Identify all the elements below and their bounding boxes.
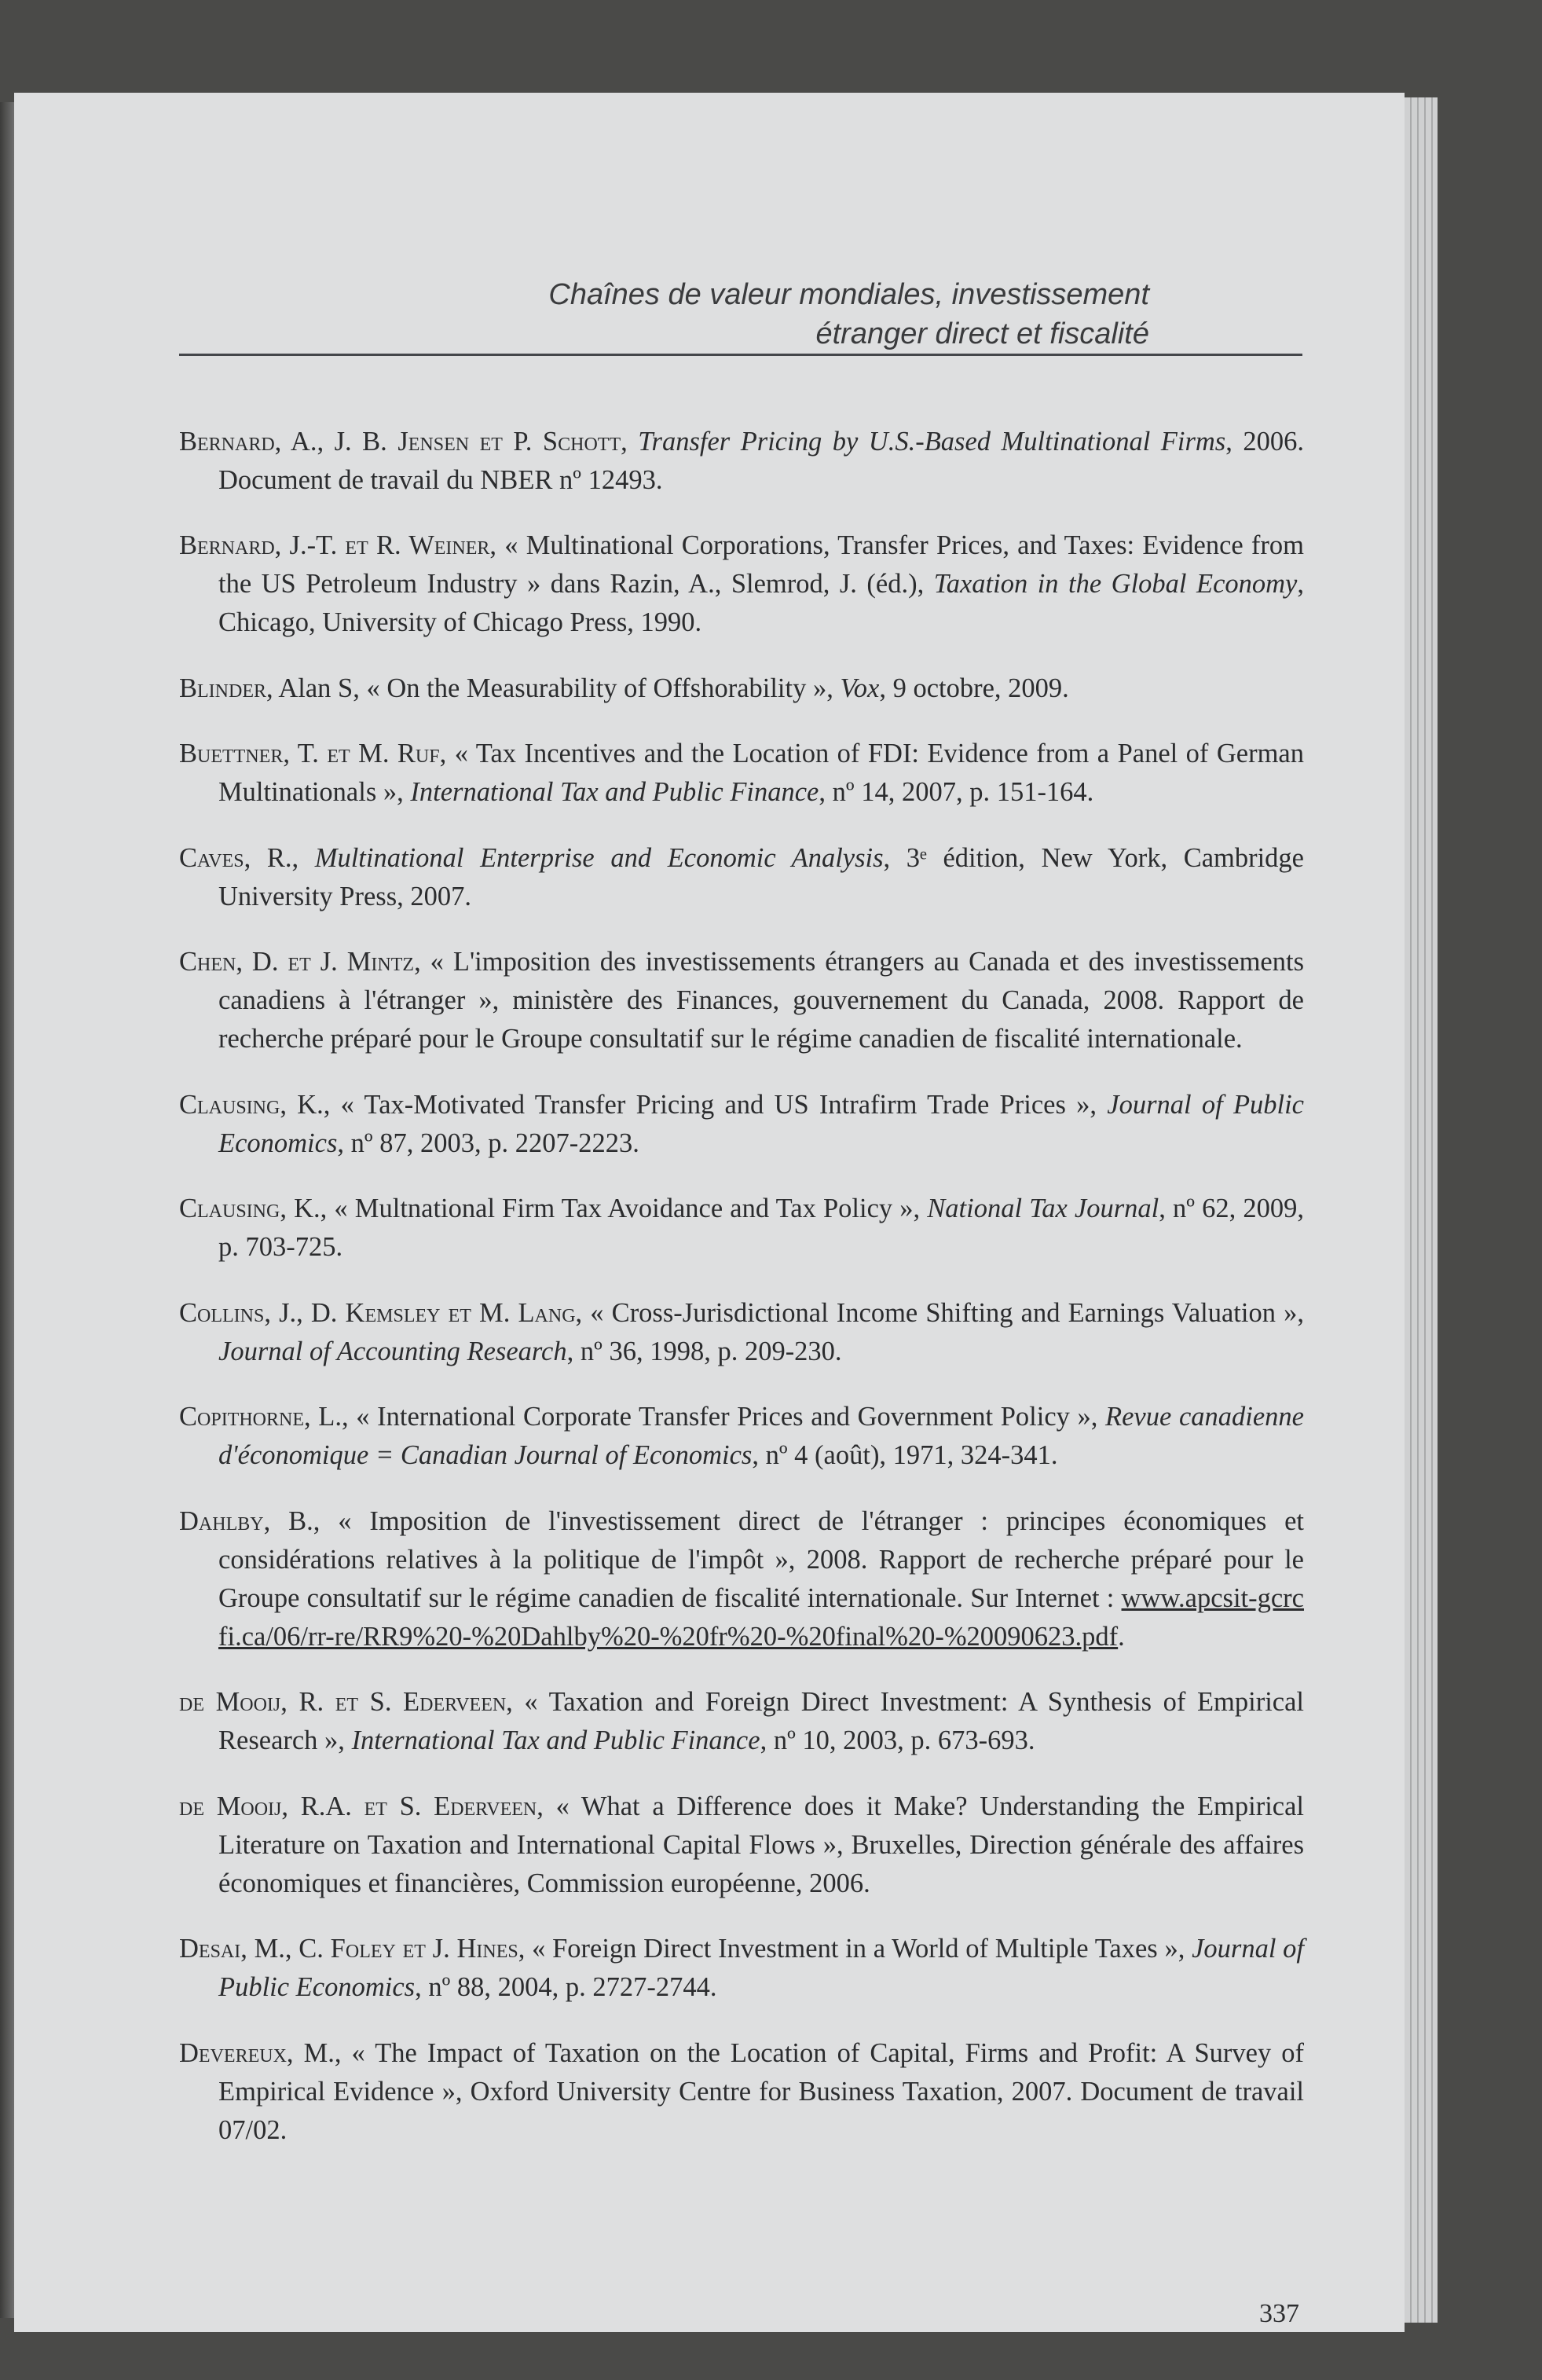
reference-entry: [179, 1502, 1304, 1656]
reference-text: Alan S, « On the Measurability of Offshorability »,: [273, 673, 841, 703]
reference-entry: [179, 1683, 1304, 1760]
reference-entry: [179, 1190, 1304, 1267]
reference-details: , nº 4 (août), 1971, 324-341.: [752, 1440, 1058, 1470]
reference-text: « Foreign Direct Investment in a World of Multiple Taxes »,: [525, 1934, 1192, 1964]
reference-authors: Copithorne, L.,: [179, 1402, 349, 1432]
reference-text: « Cross-Jurisdictional Income Shifting and Earnings Valuation »,: [582, 1297, 1304, 1328]
reference-authors: Dahlby, B.,: [179, 1505, 320, 1536]
reference-authors: Bernard, A., J. B. Jensen et P. Schott,: [179, 426, 628, 457]
reference-entry: [179, 669, 1304, 708]
reference-title: Revue canadienne d'économique = Canadian Journal of Economics: [218, 1402, 1304, 1470]
reference-text: [299, 843, 315, 873]
reference-details: , nº 36, 1998, p. 209-230.: [566, 1336, 842, 1366]
reference-text: « Imposition de l'investissement direct de l'étranger : principes économiques et considérations relatives à la politique de l'impôt », 2008. Rapport de recherche préparé pour le Groupe consultatif sur le régime canadien de fiscalité internationale. Sur Internet :: [218, 1505, 1305, 1613]
reference-title: International Tax and Public Finance: [410, 777, 819, 807]
running-header-line-1: Chaînes de valeur mondiales, investissement: [548, 278, 1149, 311]
reference-entry: [179, 526, 1304, 642]
reference-details: , 2006. Document de travail du NBER nº 12493.: [218, 426, 1304, 495]
reference-authors: Caves, R.,: [179, 842, 299, 873]
header-rule: [179, 354, 1302, 356]
reference-details: , nº 10, 2003, p. 673-693.: [760, 1725, 1035, 1755]
reference-authors: Collins, J., D. Kemsley et M. Lang,: [179, 1297, 583, 1328]
reference-details: , nº 14, 2007, p. 151-164.: [819, 777, 1094, 807]
reference-authors: Clausing, K.,: [179, 1089, 331, 1120]
reference-title: International Tax and Public Finance: [351, 1725, 760, 1755]
page-number: 337: [1259, 2299, 1299, 2328]
reference-authors: Chen, D. et J. Mintz,: [179, 947, 421, 977]
reference-authors: Devereux, M.,: [179, 2037, 342, 2068]
reference-title: Multinational Enterprise and Economic Analysis: [314, 842, 884, 873]
reference-text: « L'imposition des investissements étrangers au Canada et des investissements canadiens à l'étranger », ministère des Finances, gouvernement du Canada, 2008. Rapport de recherche préparé pour le Groupe consultatif sur le régime canadien de fiscalité internationale.: [218, 947, 1304, 1054]
reference-title: Journal of Accounting Research: [218, 1336, 567, 1366]
reference-entry: [179, 735, 1304, 812]
reference-url-link[interactable]: www.apcsit-gcrcfi.ca/06/rr-re/RR9%20-%20Dahlby%20-%20fr%20-%20final%20-%20090623.pdf: [218, 1582, 1304, 1652]
reference-entry: [179, 1294, 1304, 1371]
reference-authors: Desai, M., C. Foley et J. Hines,: [179, 1934, 526, 1964]
reference-entry: [179, 839, 1304, 916]
reference-text: « Taxation and Foreign Direct Investment: A Synthesis of Empirical Research »,: [218, 1687, 1304, 1755]
reference-details: , Chicago, University of Chicago Press, 1990.: [218, 569, 1304, 637]
reference-details: , nº 88, 2004, p. 2727-2744.: [415, 1972, 717, 2002]
reference-entry: [179, 423, 1304, 500]
book-page: [14, 93, 1405, 2332]
reference-text: « What a Difference does it Make? Understanding the Empirical Literature on Taxation and International Capital Flows », Bruxelles, Direction générale des affaires économiques et financières, Commission européenne, 2006.: [218, 1791, 1305, 1898]
reference-entry: [179, 2034, 1304, 2150]
reference-entry: [179, 1930, 1304, 2007]
reference-list: [179, 395, 1304, 2169]
reference-details: , 9 octobre, 2009.: [879, 673, 1069, 703]
reference-title: Taxation in the Global Economy: [933, 569, 1298, 599]
reference-details: , nº 87, 2003, p. 2207-2223.: [337, 1128, 639, 1158]
reference-details: , 3ᵉ édition, New York, Cambridge University Press, 2007.: [218, 842, 1304, 911]
reference-title: National Tax Journal: [927, 1194, 1159, 1223]
reference-authors: de Mooij, R.A. et S. Ederveen,: [179, 1791, 544, 1821]
reference-authors: Bernard, J.-T. et R. Weiner,: [179, 530, 497, 560]
book-spine-edge: [0, 102, 14, 2318]
reference-details: .: [1118, 1621, 1125, 1652]
page-stack-edge: [1405, 97, 1438, 2323]
reference-authors: Clausing, K.,: [179, 1194, 328, 1223]
reference-entry: [179, 1398, 1304, 1475]
reference-authors: Blinder,: [179, 673, 273, 703]
reference-authors: Buettner, T. et M. Ruf,: [179, 739, 447, 768]
reference-text: [628, 427, 639, 457]
reference-entry: [179, 1788, 1304, 1903]
reference-title: Journal of Public Economics: [218, 1934, 1304, 2002]
running-header: [442, 275, 1149, 354]
reference-text: « Multinational Corporations, Transfer Prices, and Taxes: Evidence from the US Petroleum Industry » dans Razin, A., Slemrod, J. (éd.),: [218, 530, 1304, 599]
reference-entry: [179, 943, 1304, 1058]
reference-entry: [179, 1086, 1304, 1163]
reference-text: « Tax-Motivated Transfer Pricing and US Intrafirm Trade Prices »,: [330, 1089, 1108, 1120]
reference-details: , nº 62, 2009, p. 703-725.: [218, 1194, 1304, 1262]
reference-authors: de Mooij, R. et S. Ederveen,: [179, 1687, 513, 1717]
reference-text: « The Impact of Taxation on the Location of Capital, Firms and Profit: A Survey of Empirical Evidence », Oxford University Centre for Business Taxation, 2007. Document de travail 07/02.: [218, 2037, 1304, 2145]
reference-text: « Tax Incentives and the Location of FDI: Evidence from a Panel of German Multinationals »,: [218, 739, 1304, 807]
reference-title: Transfer Pricing by U.S.-Based Multinational Firms: [638, 426, 1226, 457]
reference-title: Vox: [840, 673, 880, 703]
running-header-line-2: étranger direct et fiscalité: [815, 317, 1149, 350]
reference-title: Journal of Public Economics: [218, 1089, 1304, 1158]
reference-text: « International Corporate Transfer Prices and Government Policy »,: [348, 1402, 1106, 1432]
reference-text: « Multnational Firm Tax Avoidance and Tax Policy »,: [327, 1194, 928, 1223]
